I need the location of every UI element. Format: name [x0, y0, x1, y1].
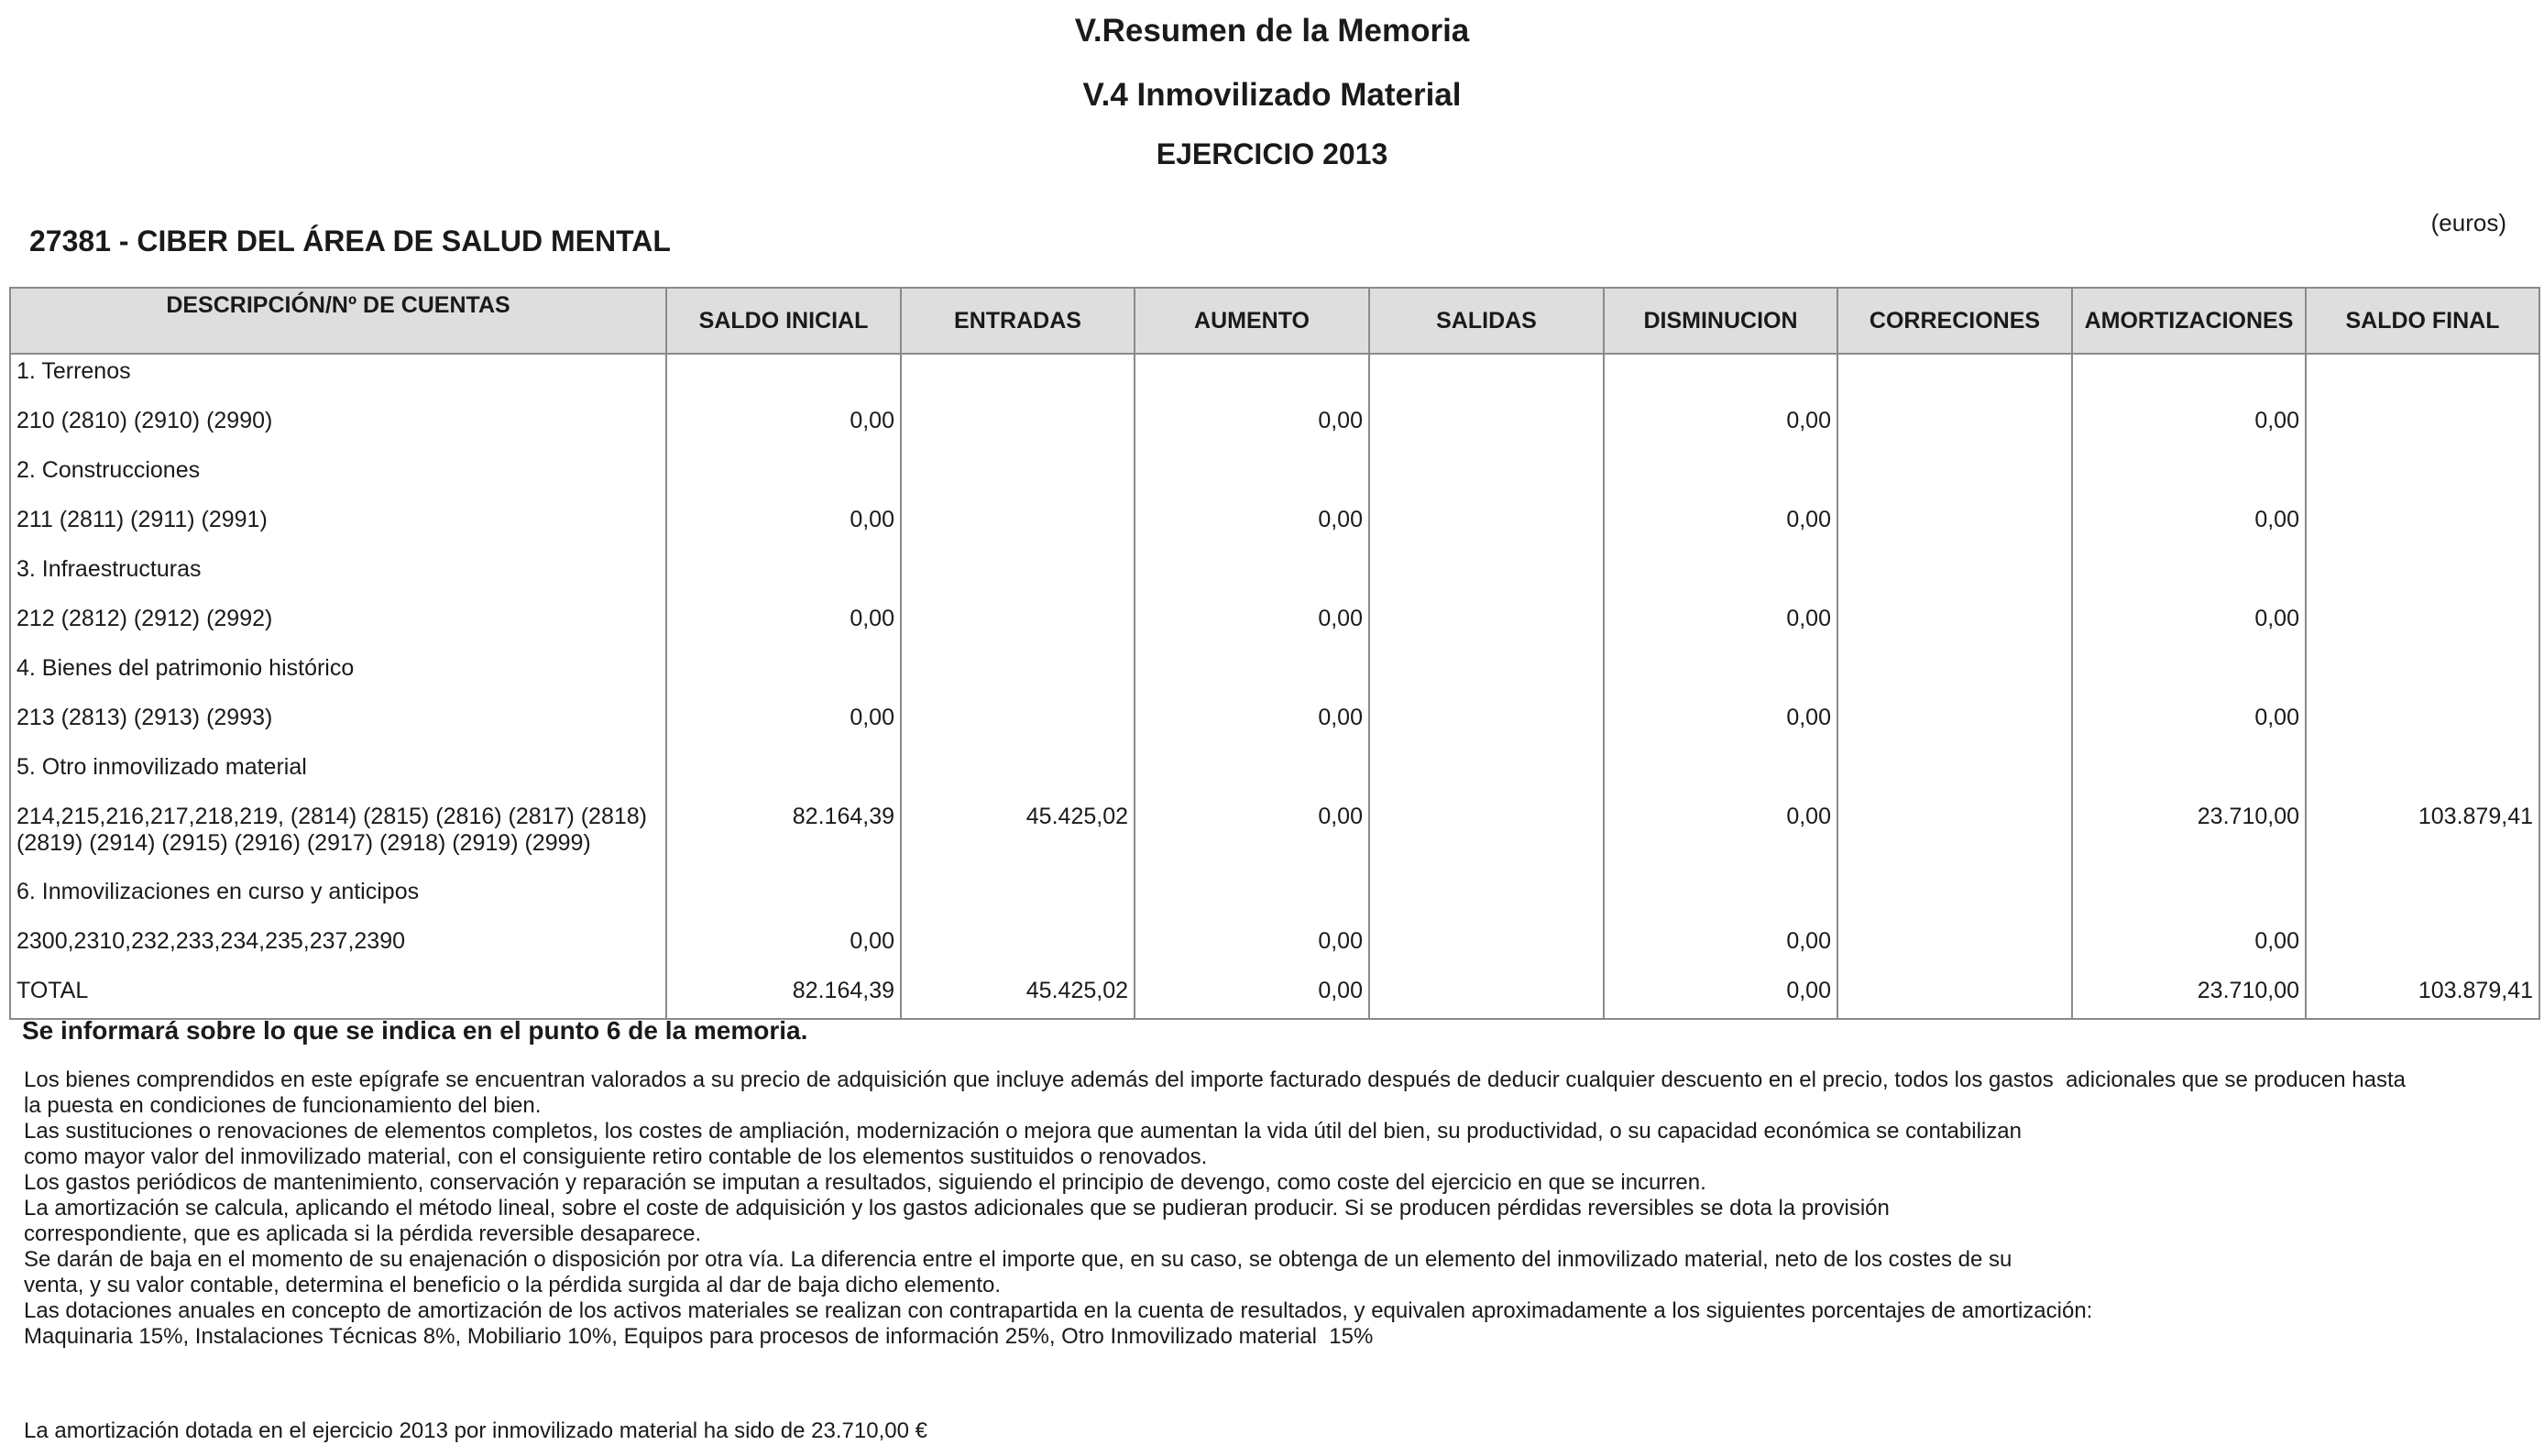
amount-cell: 0,00: [666, 503, 901, 553]
amount-cell: 45.425,02: [901, 800, 1135, 875]
amount-cell: [901, 354, 1135, 404]
amount-cell: [1837, 925, 2072, 974]
paragraph-line: correspondiente, que es aplicada si la pérdida reversible desaparece.: [24, 1221, 702, 1246]
account-description: 214,215,216,217,218,219, (2814) (2815) (2816) (2817) (2818) (2819) (2914) (2915) (2916) (2917) (2918) (2919) (2999): [10, 800, 666, 875]
amount-cell: 0,00: [1135, 503, 1369, 553]
amount-cell: 0,00: [1604, 974, 1837, 1019]
section-title: V.4 Inmovilizado Material: [1082, 77, 1462, 113]
amount-cell: [1604, 875, 1837, 925]
table-row: [10, 925, 2539, 974]
amount-cell: [1837, 750, 2072, 800]
amount-cell: [1369, 503, 1604, 553]
amount-cell: [1369, 404, 1604, 454]
amount-cell: 0,00: [1135, 800, 1369, 875]
account-description: TOTAL: [10, 974, 666, 1019]
amount-cell: 0,00: [666, 925, 901, 974]
column-header: AMORTIZACIONES: [2072, 288, 2306, 354]
amortization-summary: La amortización dotada en el ejercicio 2013 por inmovilizado material ha sido de 23.710,00 €: [24, 1418, 927, 1443]
column-header: SALDO INICIAL: [666, 288, 901, 354]
amount-cell: [1837, 974, 2072, 1019]
amount-cell: [2306, 354, 2539, 404]
column-header: CORRECIONES: [1837, 288, 2072, 354]
amount-cell: [1837, 553, 2072, 602]
amount-cell: 0,00: [1135, 404, 1369, 454]
amount-cell: [2306, 701, 2539, 750]
amount-cell: 0,00: [1604, 503, 1837, 553]
notes-title: Se informará sobre lo que se indica en el punto 6 de la memoria.: [22, 1016, 808, 1045]
amount-cell: [2306, 925, 2539, 974]
amount-cell: [2306, 503, 2539, 553]
amount-cell: [901, 651, 1135, 701]
amount-cell: [1369, 750, 1604, 800]
amount-cell: [1369, 651, 1604, 701]
column-header: ENTRADAS: [901, 288, 1135, 354]
fixed-assets-table: [9, 287, 2540, 1020]
paragraph-line: venta, y su valor contable, determina el beneficio o la pérdida surgida al dar de baja dicho elemento.: [24, 1273, 1001, 1297]
amount-cell: [2072, 553, 2306, 602]
amount-cell: [2306, 553, 2539, 602]
amount-cell: [1837, 404, 2072, 454]
paragraph-line: Las sustituciones o renovaciones de elementos completos, los costes de ampliación, modernización o mejora que aumentan la vida útil del bien, su productividad, o su capacidad económica se contabilizan: [24, 1119, 2022, 1144]
column-header: SALDO FINAL: [2306, 288, 2539, 354]
amount-cell: [1837, 651, 2072, 701]
amount-cell: 0,00: [1604, 800, 1837, 875]
table-row: [10, 404, 2539, 454]
amount-cell: [1837, 800, 2072, 875]
column-header: AUMENTO: [1135, 288, 1369, 354]
amount-cell: [1837, 602, 2072, 651]
notes-paragraph: [24, 1067, 2517, 1350]
column-header: SALIDAS: [1369, 288, 1604, 354]
amount-cell: [2306, 404, 2539, 454]
amount-cell: 0,00: [1135, 701, 1369, 750]
column-header: DESCRIPCIÓN/Nº DE CUENTAS: [10, 288, 666, 354]
amount-cell: [901, 750, 1135, 800]
amount-cell: 0,00: [1604, 404, 1837, 454]
account-description: 4. Bienes del patrimonio histórico: [10, 651, 666, 701]
amount-cell: [666, 354, 901, 404]
amount-cell: [1369, 974, 1604, 1019]
paragraph-line: Las dotaciones anuales en concepto de amortización de los activos materiales se realizan con contrapartida en la cuenta de resultados, y equivalen aproximadamente a los siguientes porcentajes de amortización:: [24, 1298, 2093, 1323]
amount-cell: 103.879,41: [2306, 974, 2539, 1019]
amount-cell: [2306, 875, 2539, 925]
amount-cell: [1604, 454, 1837, 503]
account-description: 1. Terrenos: [10, 354, 666, 404]
paragraph-line: la puesta en condiciones de funcionamiento del bien.: [24, 1093, 542, 1118]
amount-cell: 0,00: [1135, 602, 1369, 651]
total-row: [10, 974, 2539, 1019]
amount-cell: 0,00: [2072, 503, 2306, 553]
amount-cell: [2072, 875, 2306, 925]
amount-cell: [2072, 354, 2306, 404]
paragraph-line: Maquinaria 15%, Instalaciones Técnicas 8%, Mobiliario 10%, Equipos para procesos de información 25%, Otro Inmovilizado material 15%: [24, 1324, 1374, 1349]
amount-cell: [1369, 875, 1604, 925]
account-description: 6. Inmovilizaciones en curso y anticipos: [10, 875, 666, 925]
amount-cell: 0,00: [1604, 602, 1837, 651]
amount-cell: [1135, 750, 1369, 800]
amount-cell: [666, 875, 901, 925]
amount-cell: [1135, 354, 1369, 404]
amount-cell: [666, 553, 901, 602]
exercise-year: EJERCICIO 2013: [1156, 137, 1388, 170]
amount-cell: [2306, 454, 2539, 503]
amount-cell: [901, 454, 1135, 503]
amount-cell: 0,00: [1604, 925, 1837, 974]
table-row: [10, 454, 2539, 503]
amount-cell: [901, 553, 1135, 602]
table-row: [10, 651, 2539, 701]
table-row: [10, 553, 2539, 602]
amount-cell: 82.164,39: [666, 800, 901, 875]
amount-cell: [1369, 553, 1604, 602]
amount-cell: [1135, 875, 1369, 925]
amount-cell: [1604, 553, 1837, 602]
amount-cell: [2072, 750, 2306, 800]
table-row: [10, 354, 2539, 404]
amount-cell: [1369, 602, 1604, 651]
amount-cell: 103.879,41: [2306, 800, 2539, 875]
table-row: [10, 701, 2539, 750]
account-description: 211 (2811) (2911) (2991): [10, 503, 666, 553]
table-header-row: [10, 288, 2539, 354]
amount-cell: 0,00: [1135, 925, 1369, 974]
table-row: [10, 875, 2539, 925]
amount-cell: [901, 925, 1135, 974]
amount-cell: [1135, 454, 1369, 503]
amount-cell: 0,00: [2072, 701, 2306, 750]
amount-cell: [1604, 354, 1837, 404]
amount-cell: [901, 602, 1135, 651]
amount-cell: 23.710,00: [2072, 974, 2306, 1019]
amount-cell: 23.710,00: [2072, 800, 2306, 875]
amount-cell: 45.425,02: [901, 974, 1135, 1019]
amount-cell: [1135, 553, 1369, 602]
amount-cell: [2072, 651, 2306, 701]
amount-cell: [666, 651, 901, 701]
paragraph-line: Los bienes comprendidos en este epígrafe se encuentran valorados a su precio de adquisición que incluye además del importe facturado después de deducir cualquier descuento en el precio, todos los gastos adicionales que se producen hasta: [24, 1067, 2407, 1092]
amount-cell: [1837, 354, 2072, 404]
account-description: 213 (2813) (2913) (2993): [10, 701, 666, 750]
amount-cell: 0,00: [2072, 602, 2306, 651]
amount-cell: [1837, 454, 2072, 503]
amount-cell: 0,00: [1135, 974, 1369, 1019]
account-description: 2300,2310,232,233,234,235,237,2390: [10, 925, 666, 974]
amount-cell: [1837, 875, 2072, 925]
amount-cell: [1369, 454, 1604, 503]
amount-cell: [1837, 701, 2072, 750]
amount-cell: [2306, 750, 2539, 800]
amount-cell: 82.164,39: [666, 974, 901, 1019]
amount-cell: [666, 454, 901, 503]
amount-cell: [1369, 800, 1604, 875]
account-description: 212 (2812) (2912) (2992): [10, 602, 666, 651]
amount-cell: 0,00: [666, 701, 901, 750]
amount-cell: [901, 875, 1135, 925]
amount-cell: 0,00: [1604, 701, 1837, 750]
amount-cell: 0,00: [2072, 404, 2306, 454]
amount-cell: [2072, 454, 2306, 503]
amount-cell: [2306, 651, 2539, 701]
amount-cell: 0,00: [666, 404, 901, 454]
amount-cell: [1369, 701, 1604, 750]
account-description: 5. Otro inmovilizado material: [10, 750, 666, 800]
amount-cell: [1135, 651, 1369, 701]
amount-cell: [901, 701, 1135, 750]
table-row: [10, 750, 2539, 800]
paragraph-line: como mayor valor del inmovilizado material, con el consiguiente retiro contable de los elementos sustituidos o renovados.: [24, 1144, 1208, 1169]
amount-cell: [1837, 503, 2072, 553]
account-description: 3. Infraestructuras: [10, 553, 666, 602]
paragraph-line: Se darán de baja en el momento de su enajenación o disposición por otra vía. La diferencia entre el importe que, en su caso, se obtenga de un elemento del inmovilizado material, neto de los costes de su: [24, 1247, 2012, 1272]
report-title: V.Resumen de la Memoria: [1074, 13, 1470, 49]
amount-cell: [666, 750, 901, 800]
column-header: DISMINUCION: [1604, 288, 1837, 354]
paragraph-line: Los gastos periódicos de mantenimiento, conservación y reparación se imputan a resultados, siguiendo el principio de devengo, como coste del ejercicio en que se incurren.: [24, 1170, 1706, 1195]
amount-cell: [1604, 651, 1837, 701]
table-row: [10, 503, 2539, 553]
amount-cell: [1369, 354, 1604, 404]
currency-units: (euros): [2430, 209, 2506, 236]
amount-cell: [901, 404, 1135, 454]
table-row: [10, 800, 2539, 875]
amount-cell: [2306, 602, 2539, 651]
account-description: 210 (2810) (2910) (2990): [10, 404, 666, 454]
table-row: [10, 602, 2539, 651]
amount-cell: [901, 503, 1135, 553]
paragraph-line: La amortización se calcula, aplicando el método lineal, sobre el coste de adquisición y los gastos adicionales que se pudieran producir. Si se producen pérdidas reversibles se dota la provisión: [24, 1196, 1890, 1221]
amount-cell: 0,00: [666, 602, 901, 651]
amount-cell: [1369, 925, 1604, 974]
account-description: 2. Construcciones: [10, 454, 666, 503]
entity-name: 27381 - CIBER DEL ÁREA DE SALUD MENTAL: [29, 224, 671, 257]
amount-cell: 0,00: [2072, 925, 2306, 974]
amount-cell: [1604, 750, 1837, 800]
